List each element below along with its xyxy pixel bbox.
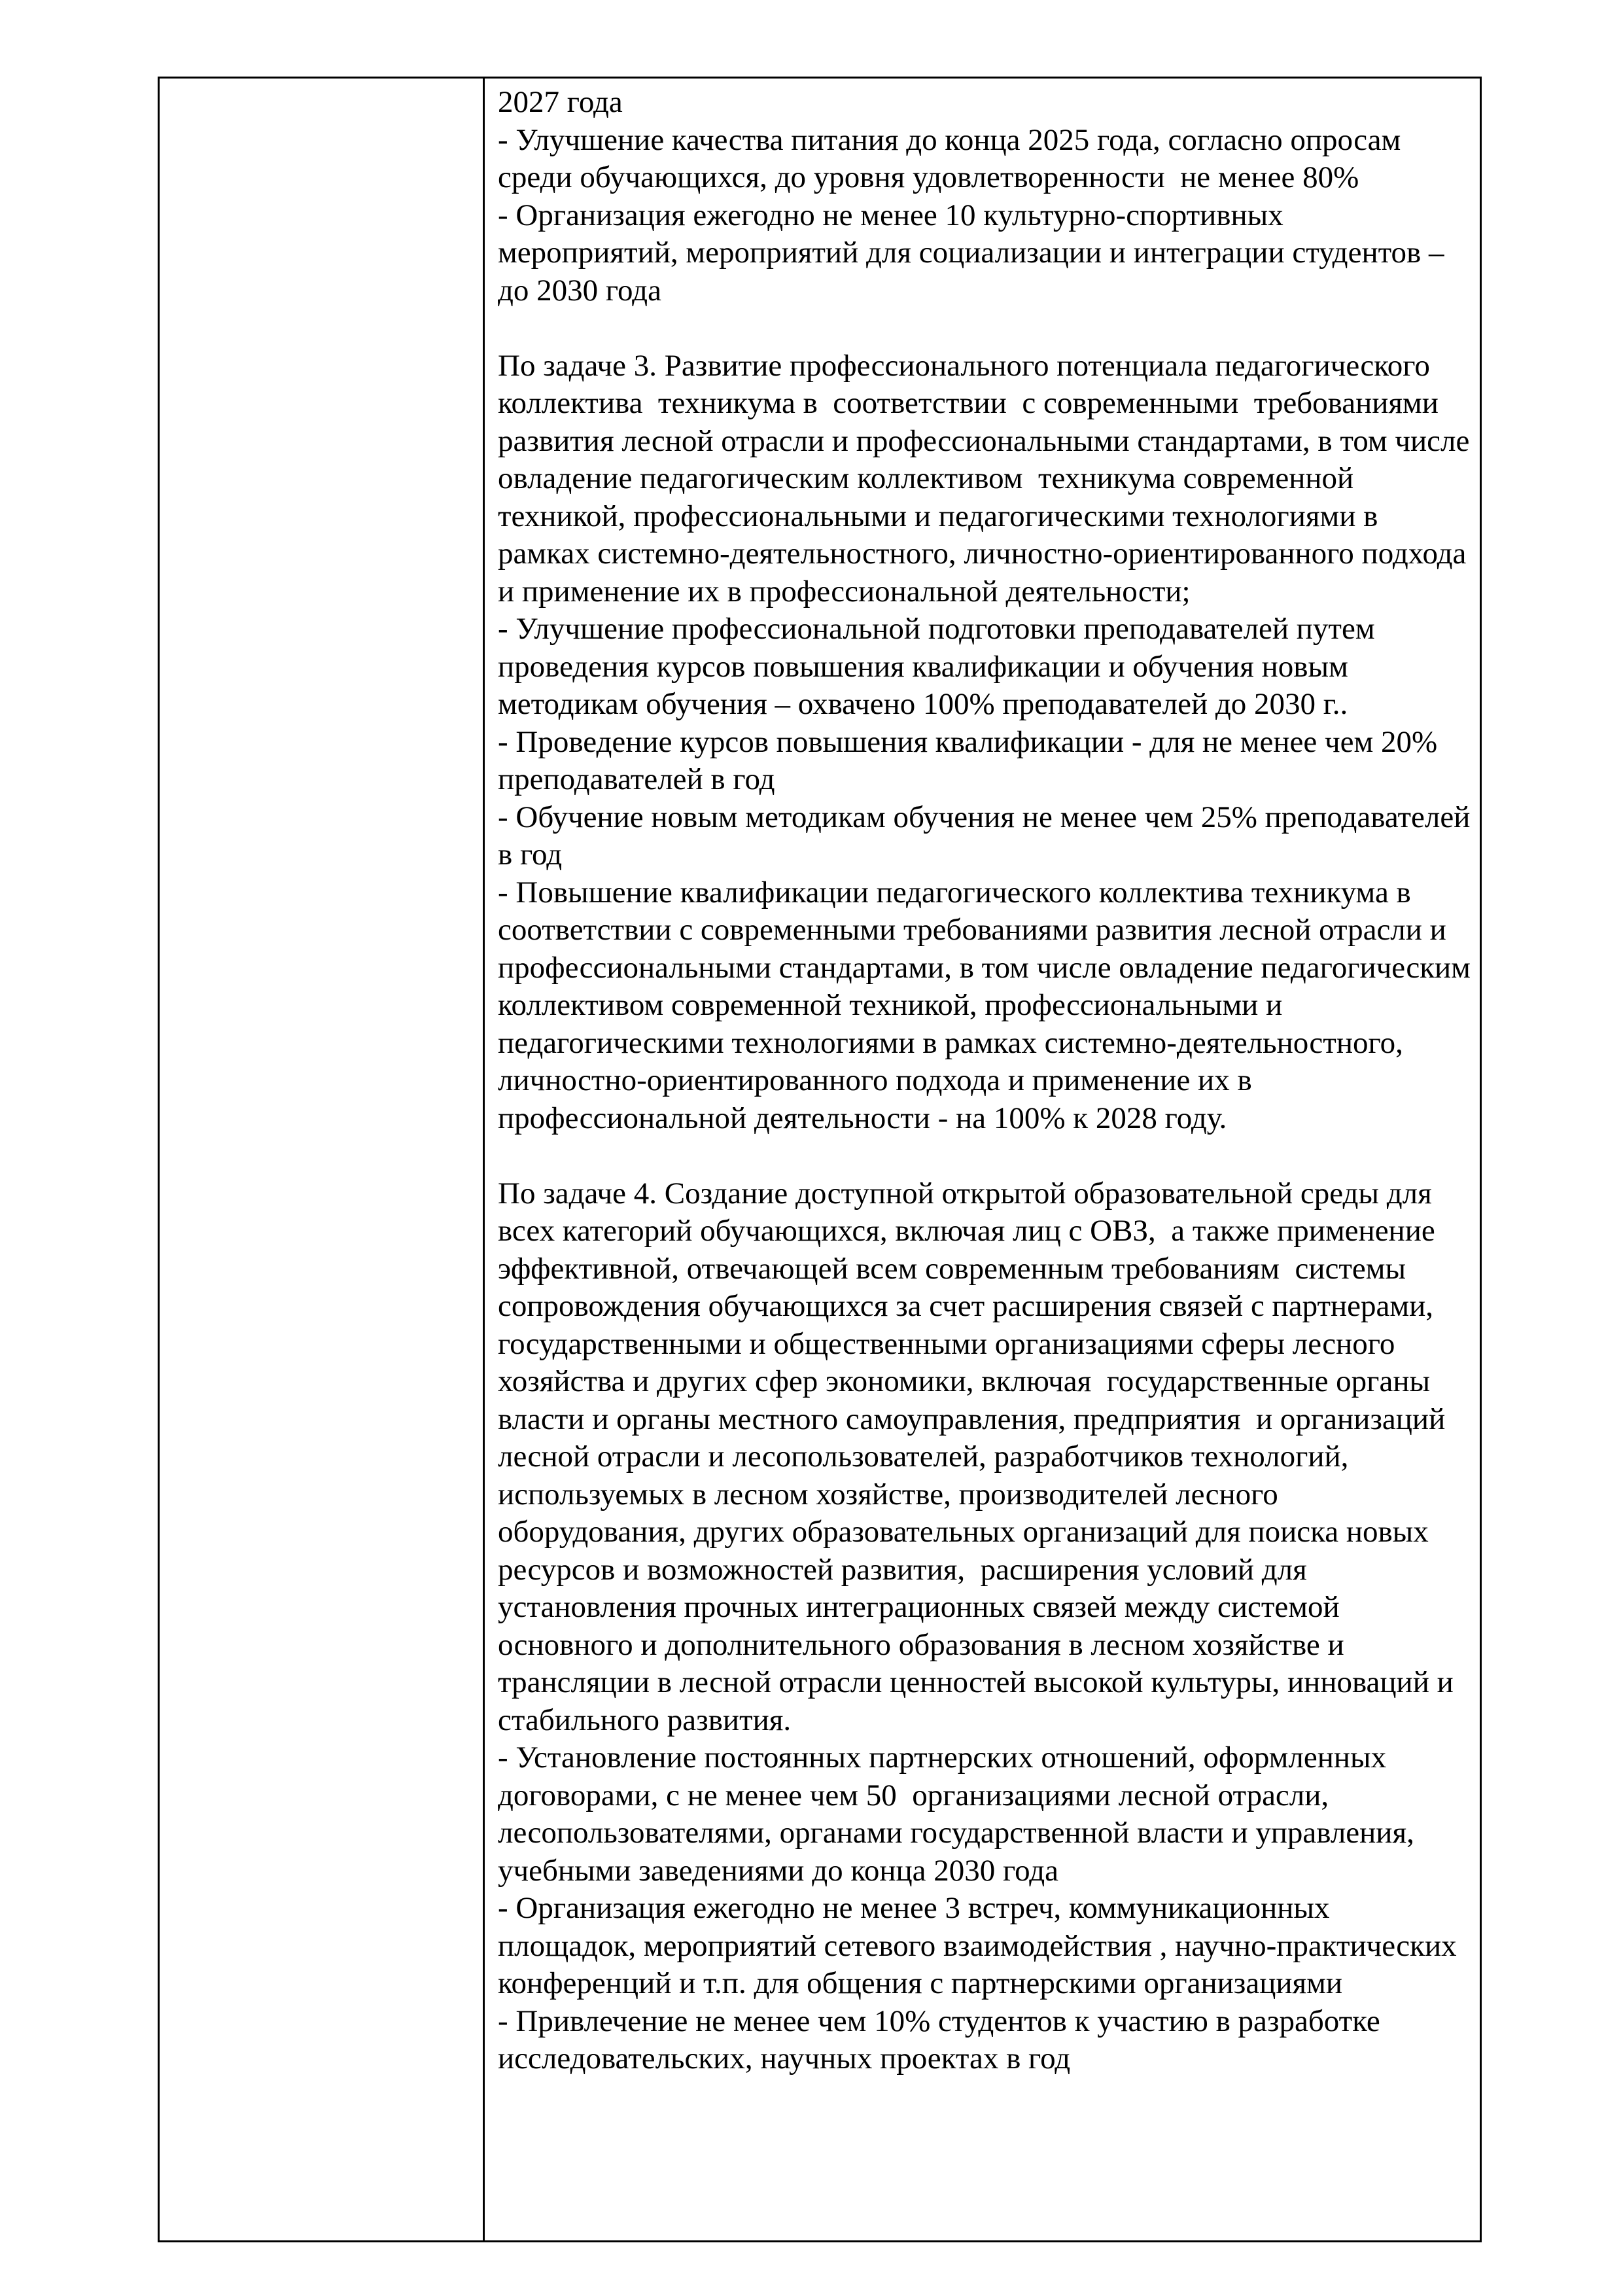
task-3-heading: По задаче 3. Развитие профессионального потенциала педагогического коллектива техникума в соответствии с современными требованиями развития лесной отрасли и профессиональными стандартами, в том числе овладение педагогическим коллективом техникума современной техникой, профессиональными и педагогическими технологиями в рамках системно-деятельностного, личностно-ориентированного подхода и применение их в профессиональной деятельности; xyxy=(498,348,1478,609)
text-item-student-research: - Привлечение не менее чем 10% студентов к участию в разработке исследовательских, научных проектах в год xyxy=(498,2004,1388,2075)
document-table xyxy=(158,77,1482,2242)
text-line-year: 2027 года xyxy=(498,85,623,119)
text-item-partnerships: - Установление постоянных партнерских отношений, оформленных договорами, с не менее чем 50 организациями лесной отрасли, лесопользователями, органами государственной власти и управления, учебными заведениями до конца 2030 года xyxy=(498,1740,1422,1888)
text-item-meetings: - Организация ежегодно не менее 3 встреч, коммуникационных площадок, мероприятий сетевого взаимодействия , научно-практических конференций и т.п. для общения с партнерскими организациями xyxy=(498,1891,1465,2000)
task-4-heading: По задаче 4. Создание доступной открытой образовательной среды для всех категорий обучающихся, включая лиц с ОВЗ, а также применение эффективной, отвечающей всем современным требованиям системы сопровождения обучающихся за счет расширения связей с партнерами, государственными и общественными организациями сферы лесного хозяйства и других сфер экономики, включая государственные органы власти и органы местного самоуправления, предприятия и организаций лесной отрасли и лесопользователей, разработчиков технологий, используемых в лесном хозяйстве, производителей лесного оборудования, других образовательных организаций для поиска новых ресурсов и возможностей развития, расширения условий для установления прочных интеграционных связей между системой основного и дополнительного образования в лесном хозяйстве и трансляции в лесной отрасли ценностей высокой культуры, инноваций и стабильного развития. xyxy=(498,1176,1461,1737)
table-right-cell xyxy=(485,79,1480,2240)
text-item-teacher-training: - Улучшение профессиональной подготовки преподавателей путем проведения курсов повышения квалификации и обучения новым методикам обучения – охвачено 100% преподавателей до 2030 г.. xyxy=(498,612,1383,721)
text-item-nutrition: - Улучшение качества питания до конца 2025 года, согласно опросам среди обучающихся, до уровня удовлетворенности не менее 80% xyxy=(498,122,1408,194)
text-item-staff-qualification: - Повышение квалификации педагогического коллектива техникума в соответствии с современными требованиями развития лесной отрасли и профессиональными стандартами, в том числе овладение педагогическим коллективом современной техникой, профессиональными и педагогическими технологиями в рамках системно-деятельностного, личностно-ориентированного подхода и применение их в профессиональной деятельности - на 100% к 2028 году. xyxy=(498,875,1478,1135)
text-item-cultural-events: - Организация ежегодно не менее 10 культурно-спортивных мероприятий, мероприятий для социализации и интеграции студентов – до 2030 года xyxy=(498,198,1452,308)
table-left-cell xyxy=(160,79,485,2240)
paragraph-gap xyxy=(498,1137,1471,1175)
text-item-new-methods: - Обучение новым методикам обучения не менее чем 25% преподавателей в год xyxy=(498,800,1478,872)
paragraph-gap xyxy=(498,309,1471,347)
text-item-qualification-courses: - Проведение курсов повышения квалификации - для не менее чем 20% преподавателей в год xyxy=(498,724,1445,796)
